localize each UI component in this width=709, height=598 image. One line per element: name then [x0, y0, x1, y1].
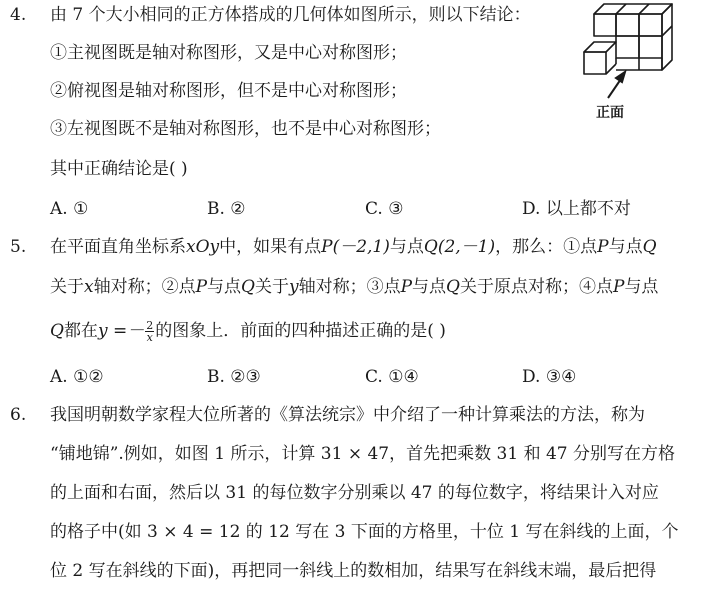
q4-option-a: A. ① [50, 199, 89, 219]
q4-question: 其中正确结论是( ) [50, 159, 188, 179]
figure-cube [616, 14, 639, 36]
q4-statement-1: ①主视图既是轴对称图形，又是中心对称图形； [50, 43, 407, 63]
figure-label-front: 正面 [596, 105, 624, 121]
figure-cube [639, 36, 662, 58]
q5-line-2: 关于x轴对称；②点P与点Q关于y轴对称；③点P与点Q关于原点对称；④点P与点 [50, 277, 659, 297]
q4-number: 4. [10, 5, 27, 25]
cube-figure [578, 2, 678, 122]
q4-option-c: C. ③ [365, 199, 404, 219]
fraction: $\frac{2}{x}$ [146, 319, 154, 344]
q6-line-3: 的上面和右面，然后以 31 的每位数字分别乘以 47 的每位数字，将结果计入对应 [50, 483, 659, 503]
figure-cube [594, 14, 616, 36]
q5-line-3: Q都在y =－ $\frac{2}{x}$ 的图象上．前面的四种描述正确的是( ) [50, 319, 446, 344]
q5-line-1: 在平面直角坐标系xOy中，如果有点P(－2,1)与点Q(2,－1)，那么：①点P与点Q [50, 237, 657, 257]
q4-stem: 由 7 个大小相同的正方体搭成的几何体如图所示，则以下结论： [50, 5, 531, 25]
q5-option-b: B. ②③ [207, 367, 261, 387]
q5-option-a: A. ①② [50, 367, 104, 387]
q6-line-4: 的格子中(如 3 × 4 = 12 的 12 写在 3 下面的方格里，十位 1 写在斜线的上面，个 [50, 522, 679, 542]
figure-top-face [594, 4, 672, 14]
q5-number: 5. [10, 237, 27, 257]
q4-statement-3: ③左视图既不是轴对称图形，也不是中心对称图形； [50, 119, 441, 139]
q6-line-5: 位 2 写在斜线的下面)，再把同一斜线上的数相加，结果写在斜线末端，最后把得 [50, 561, 657, 581]
figure-cube [639, 14, 662, 36]
q6-number: 6. [10, 405, 27, 425]
figure-cube [584, 52, 606, 74]
q4-option-b: B. ② [207, 199, 246, 219]
q5-option-c: C. ①④ [365, 367, 419, 387]
arrow-icon [608, 72, 625, 98]
q6-line-1: 我国明朝数学家程大位所著的《算法统宗》中介绍了一种计算乘法的方法，称为 [50, 405, 645, 425]
q6-line-2: “铺地锦”.例如，如图 1 所示，计算 31 × 47，首先把乘数 31 和 47 分别写在方格 [50, 444, 676, 464]
figure-cube [616, 36, 639, 58]
q4-statement-2: ②俯视图是轴对称图形，但不是中心对称图形； [50, 81, 407, 101]
q5-option-d: D. ③④ [522, 367, 577, 387]
figure-right-face [662, 4, 672, 70]
q4-option-d: D. 以上都不对 [522, 199, 631, 219]
